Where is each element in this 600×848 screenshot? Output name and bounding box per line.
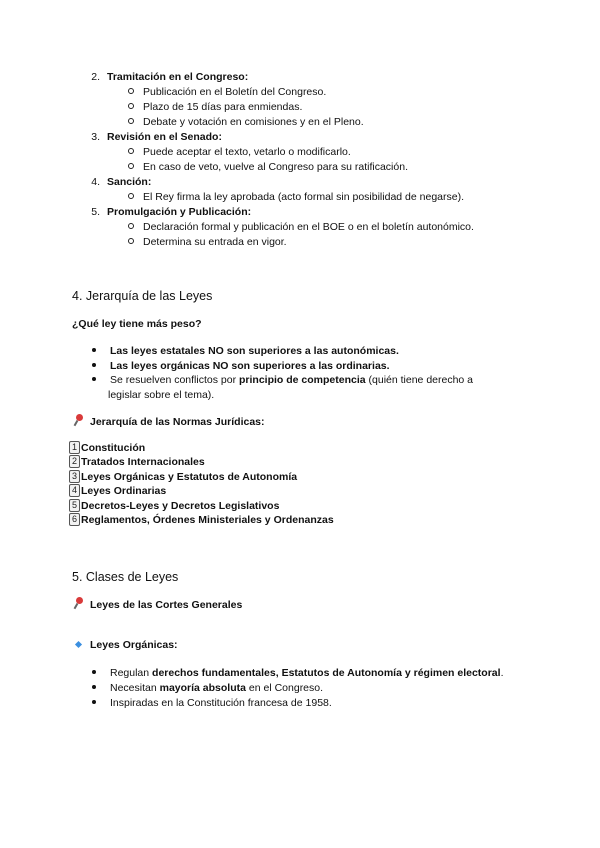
keycap-digit-icon: 6 — [69, 513, 80, 526]
hollow-bullet-icon — [128, 223, 134, 229]
keycap-digit-icon: 4 — [69, 484, 80, 497]
step-title: Revisión en el Senado: — [107, 131, 222, 143]
bullet-icon — [92, 670, 96, 674]
list-item: 6 Reglamentos, Órdenes Ministeriales y Ordenanzas — [69, 513, 334, 528]
hollow-bullet-icon — [128, 163, 134, 169]
section-question: ¿Qué ley tiene más peso? — [72, 318, 202, 330]
list-item-continuation: legislar sobre el tema). — [108, 389, 215, 401]
step-3 — [84, 130, 222, 145]
step-number: 5. — [91, 206, 100, 218]
hollow-bullet-icon — [128, 148, 134, 154]
pushpin-icon — [74, 597, 84, 609]
list-item: 1 Constitución — [69, 441, 145, 456]
keycap-digit-icon: 1 — [69, 441, 80, 454]
list-item: 5 Decretos-Leyes y Decretos Legislativos — [69, 499, 279, 514]
section-heading: 5. Clases de Leyes — [72, 570, 179, 584]
keycap-digit-icon: 2 — [69, 455, 80, 468]
list-item: En caso de veto, vuelve al Congreso para su ratificación. — [128, 160, 408, 175]
list-item: Debate y votación en comisiones y en el Pleno. — [128, 115, 364, 130]
list-item: 4 Leyes Ordinarias — [69, 484, 166, 499]
list-item: Publicación en el Boletín del Congreso. — [128, 85, 326, 100]
list-item: Plazo de 15 días para enmiendas. — [128, 100, 302, 115]
bullet-icon — [92, 363, 96, 367]
bullet-icon — [92, 348, 96, 352]
list-item: Regulan derechos fundamentales, Estatutos de Autonomía y régimen electoral. — [92, 666, 503, 681]
keycap-digit-icon: 5 — [69, 499, 80, 512]
bullet-icon — [92, 700, 96, 704]
step-2 — [84, 70, 248, 85]
list-item: Determina su entrada en vigor. — [128, 235, 287, 250]
bullet-icon — [92, 685, 96, 689]
step-5 — [84, 205, 251, 220]
list-item: El Rey firma la ley aprobada (acto formal sin posibilidad de negarse). — [128, 190, 464, 205]
list-item: 3 Leyes Orgánicas y Estatutos de Autonomía — [69, 470, 297, 485]
hollow-bullet-icon — [128, 193, 134, 199]
hollow-bullet-icon — [128, 118, 134, 124]
pushpin-icon — [74, 414, 84, 426]
list-item: Necesitan mayoría absoluta en el Congreso. — [92, 681, 323, 696]
hollow-bullet-icon — [128, 88, 134, 94]
organicas-title: Leyes Orgánicas: — [74, 638, 178, 653]
step-number: 2. — [91, 71, 100, 83]
list-item: Las leyes orgánicas NO son superiores a las ordinarias. — [92, 359, 390, 374]
list-item: 2 Tratados Internacionales — [69, 455, 205, 470]
cortes-title: Leyes de las Cortes Generales — [74, 597, 242, 613]
list-item: Las leyes estatales NO son superiores a las autonómicas. — [92, 344, 399, 359]
list-item: Puede aceptar el texto, vetarlo o modificarlo. — [128, 145, 351, 160]
step-title: Sanción: — [107, 176, 152, 188]
step-number: 4. — [91, 176, 100, 188]
step-title: Tramitación en el Congreso: — [107, 71, 249, 83]
step-4 — [84, 175, 151, 190]
step-number: 3. — [91, 131, 100, 143]
hollow-bullet-icon — [128, 238, 134, 244]
list-item: Se resuelven conflictos por principio de competencia (quién tiene derecho a — [92, 373, 473, 388]
keycap-digit-icon: 3 — [69, 470, 80, 483]
small-blue-diamond-icon — [75, 641, 82, 648]
bullet-icon — [92, 377, 96, 381]
step-title: Promulgación y Publicación: — [107, 206, 252, 218]
list-item: Declaración formal y publicación en el BOE o en el boletín autonómico. — [128, 220, 474, 235]
list-item: Inspiradas en la Constitución francesa de 1958. — [92, 696, 332, 711]
normas-title: Jerarquía de las Normas Jurídicas: — [74, 414, 265, 430]
section-heading: 4. Jerarquía de las Leyes — [72, 289, 213, 303]
hollow-bullet-icon — [128, 103, 134, 109]
